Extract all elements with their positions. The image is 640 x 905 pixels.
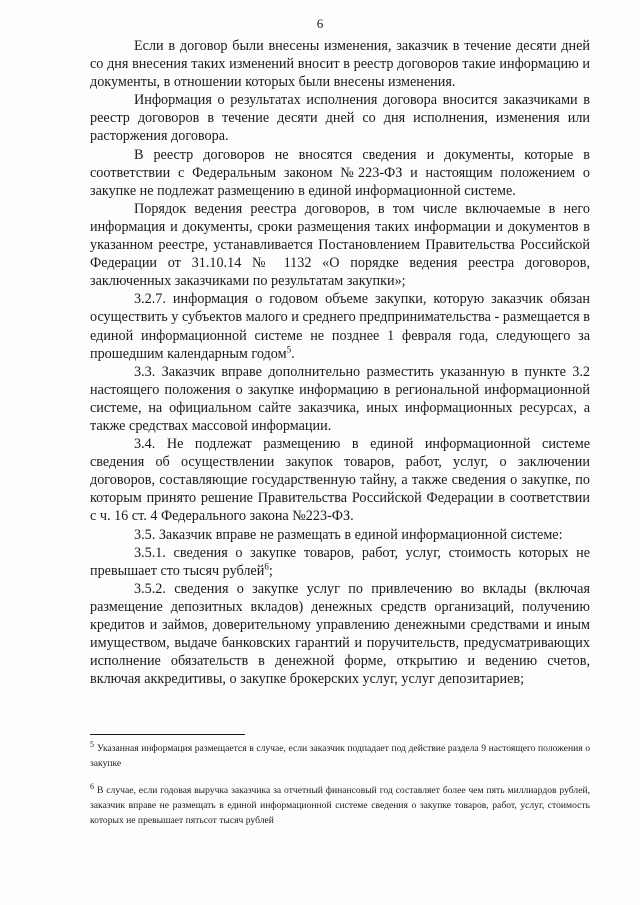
paragraph-3-5-2: 3.5.2. сведения о закупке услуг по привлечению во вклады (включая размещение депозитных вкладов) денежных средств организаций, получению кредитов и займов, доверительному управлению денежными средствами и иным имуществом, выдаче банковских гарантий и поручительств, предусматривающих исполнение обязательств в денежной форме, открытию и ведению счетов, включая аккредитивы, о закупке брокерских услуг, услуг депозитариев; (90, 580, 590, 688)
paragraph: В реестр договоров не вносятся сведения и документы, которые в соответствии с Федеральным законом №223-ФЗ и настоящим положением о закупке не подлежат размещению в единой информационной системе. (90, 146, 590, 199)
footnotes (90, 741, 590, 840)
footnote-mark: 6 (90, 781, 94, 791)
footnote-ref-6[interactable]: 6 (264, 560, 269, 571)
paragraph: Информация о результатах исполнения договора вносится заказчиками в реестр договоров в течение десяти дней со дня исполнения, изменения или расторжения договора. (90, 92, 590, 145)
footnote-ref-5[interactable]: 5 (286, 343, 292, 354)
paragraph-3-5: 3.5. Заказчик вправе не размещать в единой информационной системе: (134, 526, 563, 543)
footnote-mark: 5 (90, 739, 94, 749)
footnote-separator (90, 734, 245, 735)
paragraph-3-3: 3.3. Заказчик вправе дополнительно разместить указанную в пункте 3.2 настоящего положения о закупке информацию в региональной информационной системе, на официальном сайте заказчика, иных информационных ресурсах, а также средствах массовой информации. (90, 363, 590, 434)
paragraph-3-2-7: 3.2.7. информация о годовом объеме закупки, которую заказчик обязан осуществить у субъектов малого и среднего предпринимательства - размещается в единой информационной системе не позднее 1 февраля года, следующего за прошедшим календарным годом$^5$. (90, 291, 590, 362)
page-number: 6 (316, 16, 324, 31)
paragraph: Если в договор были внесены изменения, заказчик в течение десяти дней со дня внесения таких изменений вносит в реестр договоров такие информацию и документы, в отношении которых были внесены изменения. (90, 38, 590, 91)
paragraph-3-5-1: 3.5.1. сведения о закупке товаров, работ, услуг, стоимость которых не превышает сто тысяч рублей$^6$; (90, 544, 590, 579)
body-text (90, 37, 590, 688)
paragraph-3-4: 3.4. Не подлежат размещению в единой информационной системе сведения об осуществлении закупок товаров, работ, услуг, о заключении договоров, составляющие государственную тайну, а также сведения о закупке, по которым принято решение Правительства Российской Федерации в соответствии с ч. 16 ст. 4 Федерального закона №223-ФЗ. (90, 436, 590, 525)
paragraph: Порядок ведения реестра договоров, в том числе включаемые в него информация и документы, сроки размещения таких информации и документов в указанном реестре, устанавливается Постановлением Правительства Российской Федерации от 31.10.14 № 1132 «О порядке ведения реестра договоров, заключенных заказчиками по результатам закупки»; (90, 200, 590, 290)
footnote-5: $^5$ Указанная информация размещается в случае, если заказчик подпадает под действие раздела 9 настоящего положения о закупке (90, 739, 590, 769)
footnote-6: $^6$ В случае, если годовая выручка заказчика за отчетный финансовый год составляет более чем пять миллиардов рублей, заказчик вправе не размещать в единой информационной системе сведения о закупке товаров, работ, услуг, стоимость которых не превышает пятьсот тысяч рублей (90, 781, 590, 826)
